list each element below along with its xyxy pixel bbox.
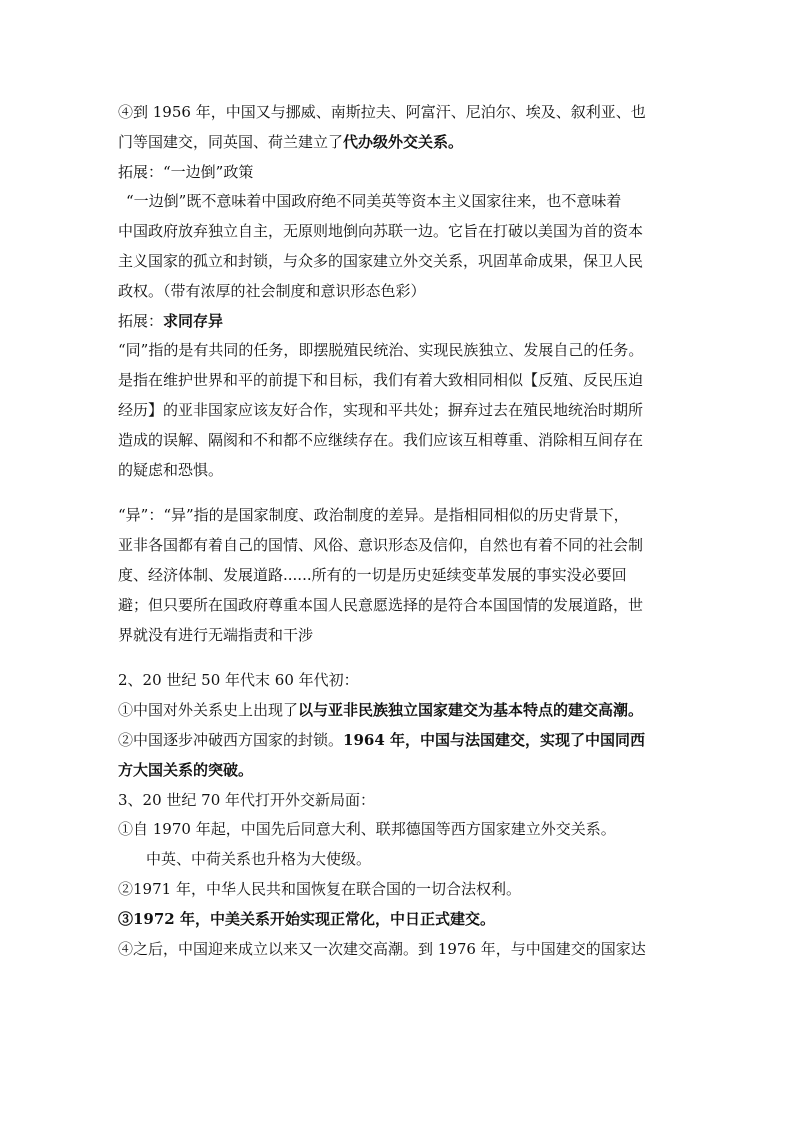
section-3-item-2: ②1971 年，中华人民共和国恢复在联合国的一切合法权利。 [118, 879, 521, 898]
extension-2-line-2: 是指在维护世界和平的前提下和目标，我们有着大致相同相似【反殖、反民压迫 [118, 371, 644, 390]
paragraph-gap [118, 485, 698, 501]
section-3-item-1-cont: 中英、中荷关系也升格为大使级。 [146, 850, 372, 869]
difference-line-5: 界就没有进行无端指责和干涉 [118, 625, 314, 644]
text-run: 门等国建交，同英国、荷兰建立了 [118, 132, 344, 151]
extension-1-line-1: “一边倒”既不意味着中国政府绝不同美英等资本主义国家往来，也不意味着 [126, 192, 622, 211]
bold-text-run: 方大国关系的突破。 [118, 760, 254, 779]
document-body [118, 98, 698, 964]
bold-text-run: ③1972 年，中美关系开始实现正常化，中日正式建交。 [118, 909, 495, 928]
difference-line-2: 亚非各国都有着自己的国情、风俗、意识形态及信仰，自然也有着不同的社会制 [118, 536, 644, 555]
section-2-item-2 [118, 726, 698, 756]
bold-text-run: 代办级外交关系。 [343, 132, 464, 151]
extension-1-line-4: 政权。（带有浓厚的社会制度和意识形态色彩） [118, 281, 426, 300]
section-3-item-1: ①自 1970 年起，中国先后同意大利、联邦德国等西方国家建立外交关系。 [118, 820, 616, 839]
extension-2-line-1: “同”指的是有共同的任务，即摆脱殖民统治、实现民族独立、发展自己的任务。 [118, 341, 644, 360]
extension-2-line-4: 造成的误解、隔阂和不和都不应继续存在。我们应该互相尊重、消除相互间存在 [118, 430, 644, 449]
section-3-item-3 [118, 905, 698, 935]
text-run: 拓展： [118, 311, 164, 330]
section-2-item-1 [118, 696, 698, 726]
difference-line-4: 避；但只要所在国政府尊重本国人民意愿选择的是符合本国国情的发展道路，世 [118, 595, 644, 614]
bold-text-run: 求同存异 [163, 311, 224, 330]
text-run: ②中国逐步冲破西方国家的封锁。 [118, 730, 344, 749]
extension-title-lean-to-one-side: 拓展：“一边倒”政策 [118, 162, 254, 181]
section-3-item-4: ④之后，中国迎来成立以来又一次建交高潮。到 1976 年，与中国建交的国家达 [118, 939, 646, 958]
paragraph-gap [118, 650, 698, 666]
extension-1-line-3: 主义国家的孤立和封锁，与众多的国家建立外交关系，巩固革命成果，保卫人民 [118, 251, 644, 270]
bold-text-run: 1964 年，中国与法国建交，实现了中国同西 [343, 730, 645, 749]
text-run: ①中国对外关系史上出现了 [118, 701, 299, 720]
section-2-heading: 2、20 世纪 50 年代末 60 年代初： [118, 671, 359, 690]
extension-1-line-2: 中国政府放弃独立自主，无原则地倒向苏联一边。它旨在打破以美国为首的资本 [118, 222, 644, 241]
section-3-heading: 3、20 世纪 70 年代打开外交新局面： [118, 790, 376, 809]
difference-line-3: 度、经济体制、发展道路......所有的一切是历史延续变革发展的事实没必要回 [118, 565, 627, 584]
bold-text-run: 以与亚非民族独立国家建交为基本特点的建交高潮。 [298, 701, 644, 720]
extension-title-common-ground [118, 307, 698, 337]
difference-line-1: “异”：“异”指的是国家制度、政治制度的差异。是指相同相似的历史背景下， [118, 506, 629, 525]
paragraph-1956-line-2 [118, 128, 698, 158]
extension-2-line-3: 经历】的亚非国家应该友好合作，实现和平共处；摒弃过去在殖民地统治时期所 [118, 400, 644, 419]
extension-2-line-5: 的疑虑和恐惧。 [118, 460, 224, 479]
section-2-item-2-cont [118, 756, 698, 786]
paragraph-1956-line-1: ④到 1956 年，中国又与挪威、南斯拉夫、阿富汗、尼泊尔、埃及、叙利亚、也 [118, 103, 646, 121]
